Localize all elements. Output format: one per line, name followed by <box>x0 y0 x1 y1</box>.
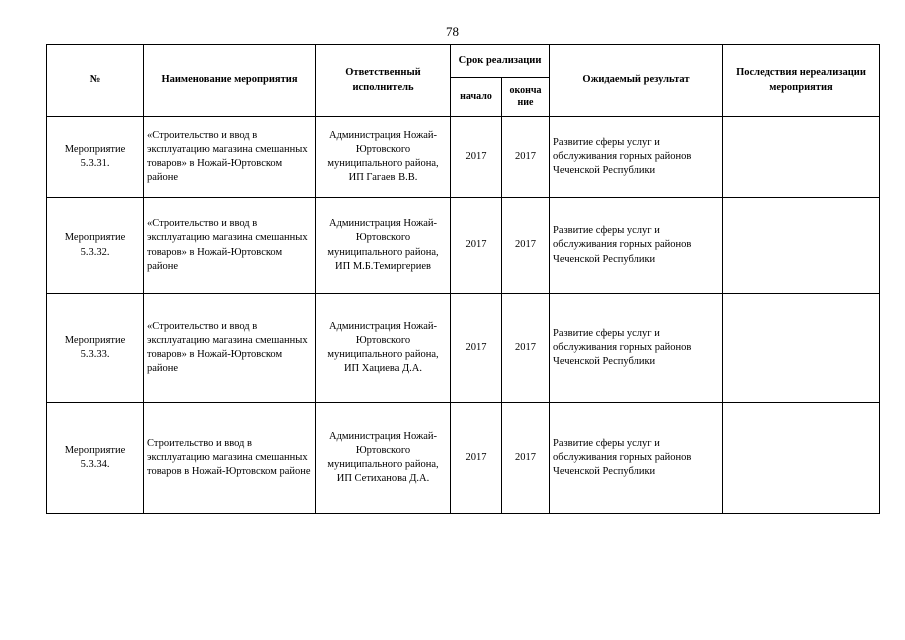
cell-num: Мероприятие 5.3.32. <box>47 198 144 294</box>
page-number: 78 <box>446 24 459 39</box>
cell-name: Строительство и ввод в эксплуатацию магазина смешанных товаров в Ножай-Юртовском районе <box>144 403 316 514</box>
cell-consequences <box>723 294 880 403</box>
cell-executor: Администрация Ножай-Юртовского муниципального района, ИП Гагаев В.В. <box>316 117 451 198</box>
cell-executor: Администрация Ножай-Юртовского муниципального района, ИП Хациева Д.А. <box>316 294 451 403</box>
header-end: оконча ние <box>502 78 550 117</box>
cell-num: Мероприятие 5.3.33. <box>47 294 144 403</box>
header-start: начало <box>451 78 502 117</box>
cell-name: «Строительство и ввод в эксплуатацию магазина смешанных товаров» в Ножай-Юртовском районе <box>144 117 316 198</box>
cell-end: 2017 <box>502 117 550 198</box>
cell-result: Развитие сферы услуг и обслуживания горных районов Чеченской Республики <box>550 198 723 294</box>
cell-start: 2017 <box>451 198 502 294</box>
header-result: Ожидаемый результат <box>550 45 723 117</box>
events-table <box>46 44 880 514</box>
cell-consequences <box>723 198 880 294</box>
cell-num: Мероприятие 5.3.31. <box>47 117 144 198</box>
cell-result: Развитие сферы услуг и обслуживания горных районов Чеченской Республики <box>550 117 723 198</box>
table-row <box>47 403 880 514</box>
cell-name: «Строительство и ввод в эксплуатацию магазина смешанных товаров» в Ножай-Юртовском районе <box>144 294 316 403</box>
table-header <box>47 45 880 117</box>
cell-end: 2017 <box>502 403 550 514</box>
cell-result: Развитие сферы услуг и обслуживания горных районов Чеченской Республики <box>550 403 723 514</box>
header-consequences: Последствия нереализации мероприятия <box>723 45 880 117</box>
header-num: № <box>47 45 144 117</box>
table-body <box>47 117 880 514</box>
header-period: Срок реализации <box>451 45 550 78</box>
cell-consequences <box>723 403 880 514</box>
header-name: Наименование мероприятия <box>144 45 316 117</box>
cell-result: Развитие сферы услуг и обслуживания горных районов Чеченской Республики <box>550 294 723 403</box>
cell-start: 2017 <box>451 294 502 403</box>
table-row <box>47 294 880 403</box>
cell-executor: Администрация Ножай-Юртовского муниципального района, ИП М.Б.Темиргериев <box>316 198 451 294</box>
cell-executor: Администрация Ножай-Юртовского муниципального района, ИП Сетиханова Д.А. <box>316 403 451 514</box>
table-row <box>47 117 880 198</box>
cell-end: 2017 <box>502 294 550 403</box>
cell-start: 2017 <box>451 403 502 514</box>
cell-consequences <box>723 117 880 198</box>
header-executor: Ответственный исполнитель <box>316 45 451 117</box>
table-row <box>47 198 880 294</box>
cell-end: 2017 <box>502 198 550 294</box>
cell-start: 2017 <box>451 117 502 198</box>
cell-name: «Строительство и ввод в эксплуатацию магазина смешанных товаров» в Ножай-Юртовском районе <box>144 198 316 294</box>
cell-num: Мероприятие 5.3.34. <box>47 403 144 514</box>
